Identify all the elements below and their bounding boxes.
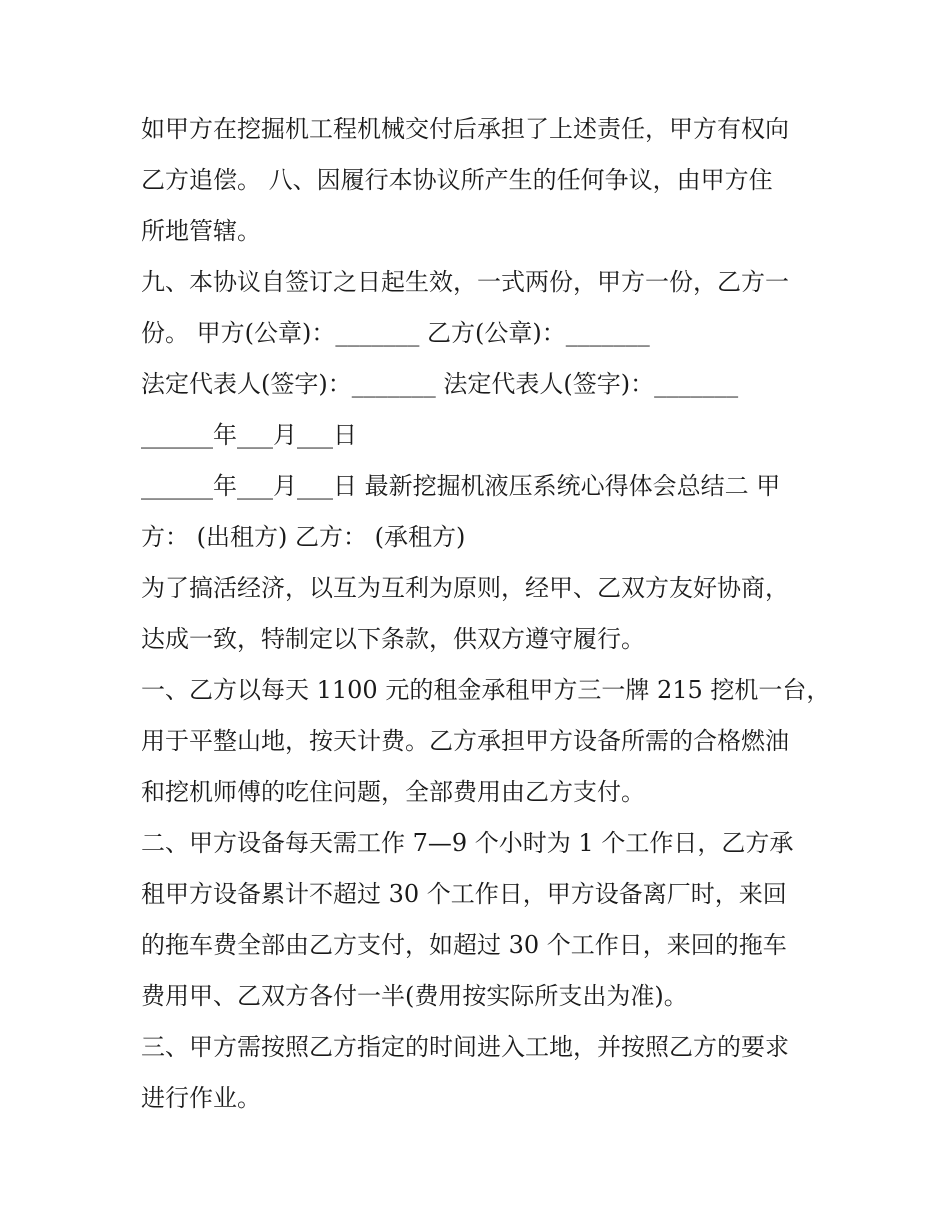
text-line: 为了搞活经济，以互为互利为原则，经甲、乙双方友好协商， bbox=[141, 574, 789, 602]
text-line: 三、甲方需按照乙方指定的时间进入工地，并按照乙方的要求 bbox=[141, 1033, 789, 1061]
text-line: 租甲方设备累计不超过 30 个工作日，甲方设备离厂时，来回 bbox=[141, 880, 787, 908]
text-line: 二、甲方设备每天需工作 7—9 个小时为 1 个工作日，乙方承 bbox=[141, 829, 794, 857]
text-line: 费用甲、乙双方各付一半(费用按实际所支出为准)。 bbox=[141, 982, 688, 1010]
text-line: 的拖车费全部由乙方支付，如超过 30 个工作日，来回的拖车 bbox=[141, 931, 787, 959]
text-line: 份。 甲方(公章)：_______ 乙方(公章)：_______ bbox=[141, 319, 650, 347]
text-line: 用于平整山地，按天计费。乙方承担甲方设备所需的合格燃油 bbox=[141, 727, 789, 755]
text-line: 达成一致，特制定以下条款，供双方遵守履行。 bbox=[141, 625, 645, 653]
text-line: 九、本协议自签订之日起生效，一式两份，甲方一份，乙方一 bbox=[141, 268, 789, 296]
text-line: 和挖机师傅的吃住问题，全部费用由乙方支付。 bbox=[141, 778, 645, 806]
text-line: 乙方追偿。 八、因履行本协议所产生的任何争议，由甲方住 bbox=[141, 166, 773, 194]
text-line: ______年___月___日 bbox=[141, 421, 357, 449]
text-line: 一、乙方以每天 1100 元的租金承租甲方三一牌 215 挖机一台， bbox=[141, 676, 831, 704]
text-line: 如甲方在挖掘机工程机械交付后承担了上述责任，甲方有权向 bbox=[141, 115, 789, 143]
text-line: ______年___月___日 最新挖掘机液压系统心得体会总结二 甲 bbox=[141, 472, 781, 500]
document-body bbox=[141, 110, 831, 1130]
text-line: 法定代表人(签字)：_______ 法定代表人(签字)：_______ bbox=[141, 370, 739, 398]
text-line: 进行作业。 bbox=[141, 1084, 261, 1112]
text-line: 所地管辖。 bbox=[141, 217, 261, 245]
text-line: 方： (出租方) 乙方： (承租方) bbox=[141, 523, 466, 551]
